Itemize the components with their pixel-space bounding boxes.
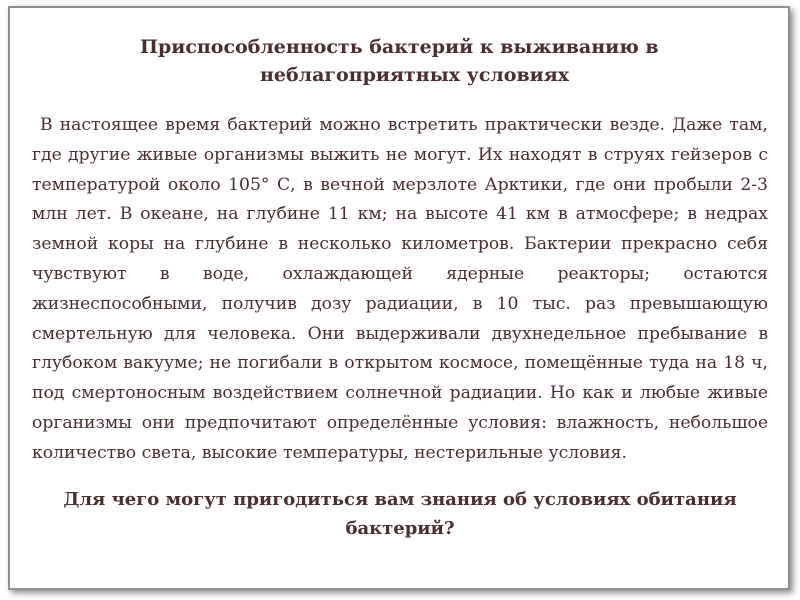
body-paragraph: В настоящее время бактерий можно встретить практически везде. Даже там, где другие живые организмы выжить не могут. Их находят в струях гейзеров с температурой около 105° С, в вечной мерзлоте Арктики, где они пробыли 2-3 млн лет. В океане, на глубине 11 км; на высоте 41 км в атмосфере; в недрах земной коры на глубине в несколько километров. Бактерии прекрасно себя чувствуют в воде, охлаждающей ядерные реакторы; остаются жизнеспособными, получив дозу радиации, в 10 тыс. раз превышающую смертельную для человека. Они выдерживали двухнедельное пребывание в глубоком вакууме; не погибали в открытом космосе, помещённые туда на 18 ч, под смертоносным воздействием солнечной радиации. Но как и любые живые организмы они предпочитают определённые условия: влажность, небольшое количество света, высокие температуры, нестерильные условия. [32, 115, 768, 463]
title-line-1: Приспособленность бактерий к выживанию в [140, 36, 659, 58]
slide-title [140, 33, 660, 89]
title-line-2: неблагоприятных условиях [260, 64, 570, 86]
question-text: Для чего могут пригодиться вам знания об условиях обитания бактерий? [63, 489, 737, 539]
